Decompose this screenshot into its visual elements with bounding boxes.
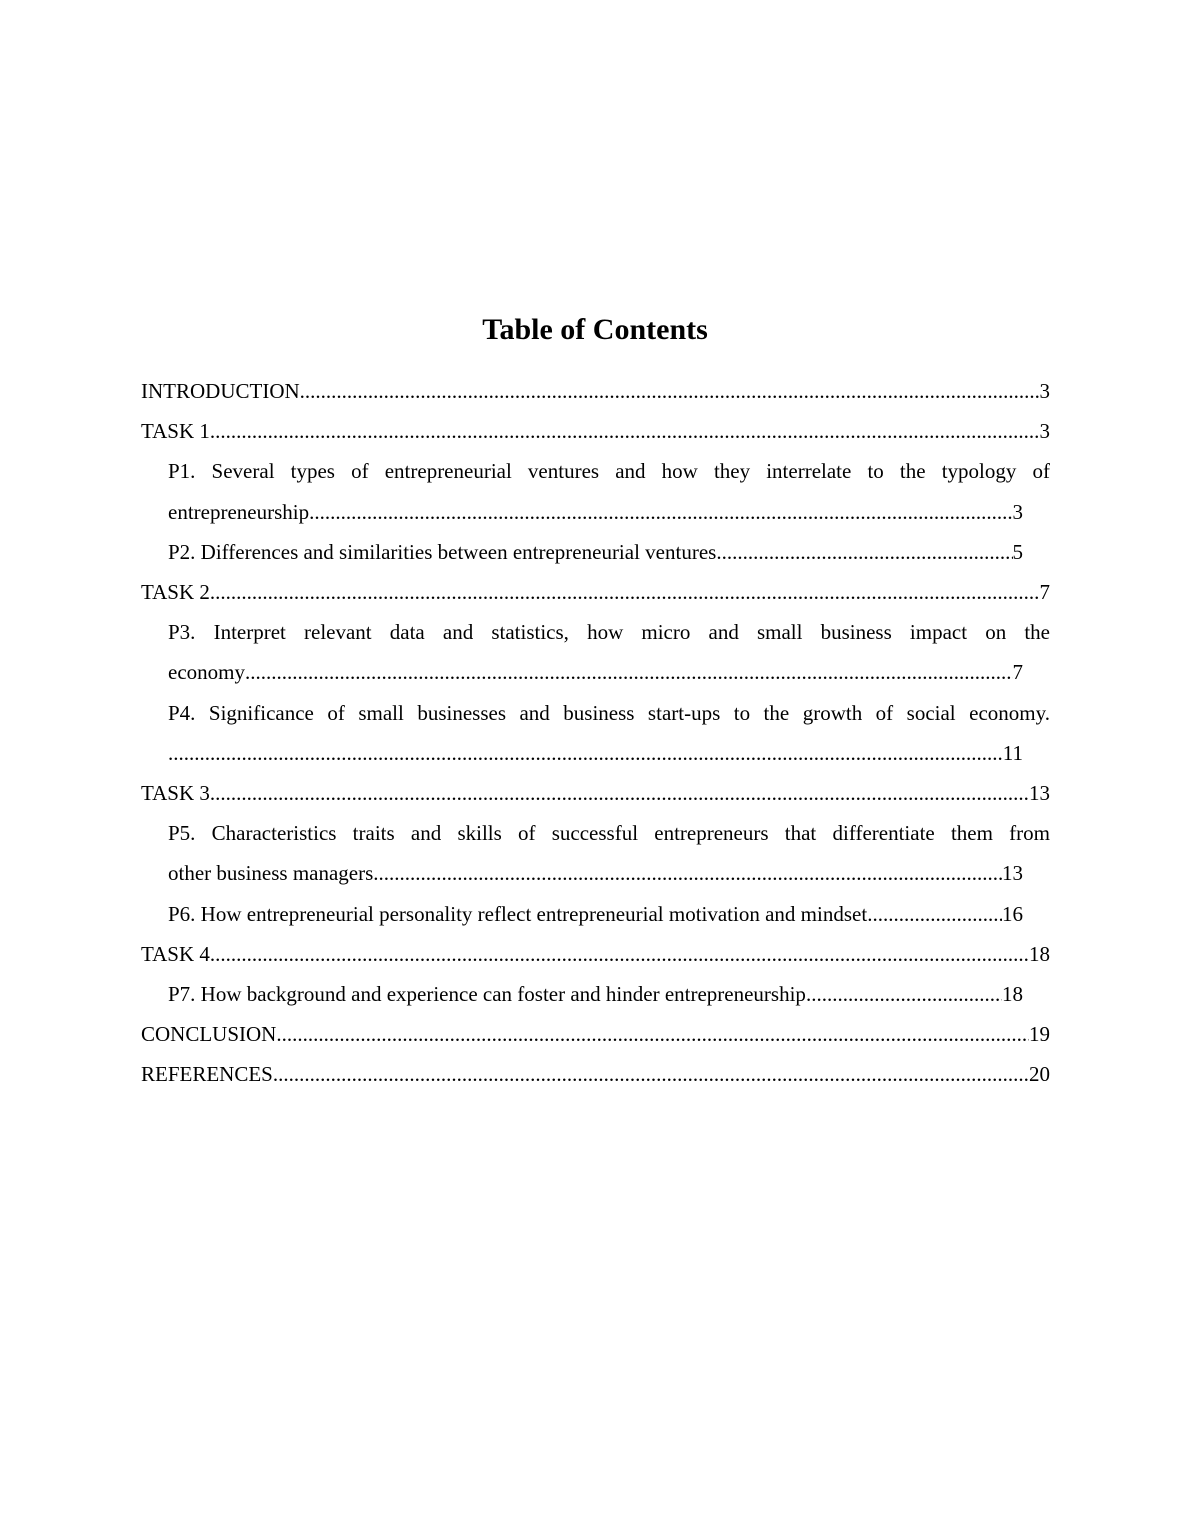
toc-page-number: 18 — [1002, 982, 1023, 1007]
toc-entry-label-continued: other business managers — [168, 861, 374, 886]
toc-entry-label: TASK 2 — [141, 580, 210, 605]
toc-entry-label: TASK 3 — [141, 781, 210, 806]
toc-entry-conclusion[interactable] — [141, 1014, 1050, 1054]
toc-entry-task-2[interactable] — [141, 572, 1050, 612]
toc-entry-p2[interactable] — [168, 532, 1023, 572]
toc-page-number: 3 — [1039, 379, 1050, 403]
toc-page-number: 13 — [1002, 861, 1023, 886]
toc-entry-label-continued: economy — [168, 660, 245, 685]
toc-leader-dots — [716, 532, 1012, 572]
toc-leader-dots — [210, 934, 1029, 974]
toc-page-number: 16 — [1002, 901, 1023, 926]
toc-entry-references[interactable] — [141, 1054, 1050, 1094]
toc-page-number: 20 — [1029, 1062, 1050, 1087]
toc-leader-dots — [210, 411, 1040, 451]
toc-entry-p5[interactable] — [168, 813, 1050, 893]
toc-leader-dots — [210, 773, 1029, 813]
toc-leader-dots — [276, 1014, 1029, 1054]
toc-leader-dots — [309, 492, 1012, 532]
toc-entry-label: P6. How entrepreneurial personality reflect entrepreneurial motivation and mindset — [168, 901, 868, 926]
toc-entry-label: P2. Differences and similarities between entrepreneurial ventures — [168, 539, 717, 564]
toc-page-number: 18 — [1029, 941, 1050, 966]
toc-page-number: 7 — [1039, 580, 1050, 605]
toc-leader-dots — [245, 652, 1013, 692]
toc-entry-p7[interactable] — [168, 974, 1023, 1014]
toc-leader-dots — [867, 894, 1002, 934]
toc-entry-p6[interactable] — [168, 894, 1023, 934]
toc-title: Table of Contents — [482, 313, 708, 346]
toc-page-number: 3 — [1039, 419, 1050, 444]
toc-page-number: 3 — [1012, 499, 1023, 524]
toc-entry-task-3[interactable] — [141, 773, 1050, 813]
toc-entry-label: P3. Interpret relevant data and statistics, how micro and small business impact on the — [168, 620, 1050, 645]
toc-entry-label: P7. How background and experience can foster and hinder entrepreneurship — [168, 982, 806, 1007]
toc-entry-task-4[interactable] — [141, 934, 1050, 974]
toc-entry-label: REFERENCES — [141, 1062, 273, 1087]
toc-page-number: 7 — [1012, 660, 1023, 685]
toc-leader-dots — [273, 1054, 1029, 1094]
toc-leader-dots — [373, 853, 1002, 893]
toc-entry-label: INTRODUCTION — [141, 379, 300, 403]
toc-entry-introduction[interactable] — [141, 371, 1050, 411]
toc-page-number: 11 — [1002, 740, 1023, 765]
toc-entry-label: P4. Significance of small businesses and business start-ups to the growth of social economy. — [168, 700, 1050, 725]
toc-entry-p1[interactable] — [168, 451, 1050, 531]
toc-entry-label: P5. Characteristics traits and skills of successful entrepreneurs that differentiate them from — [168, 821, 1050, 846]
toc-entry-label: TASK 4 — [141, 941, 210, 966]
table-of-contents — [141, 371, 1050, 1095]
toc-entry-label-continued: entrepreneurship — [168, 499, 310, 524]
toc-entry-label: TASK 1 — [141, 419, 210, 444]
toc-entry-label: P1. Several types of entrepreneurial ventures and how they interrelate to the typology of — [168, 459, 1050, 484]
toc-entry-p4[interactable] — [168, 693, 1050, 773]
toc-entry-p3[interactable] — [168, 612, 1050, 692]
toc-leader-dots — [806, 974, 1002, 1014]
toc-entry-label: CONCLUSION — [141, 1022, 277, 1047]
toc-leader-dots — [210, 572, 1040, 612]
toc-page-number: 19 — [1029, 1022, 1050, 1047]
toc-page-number: 13 — [1029, 781, 1050, 806]
toc-entry-task-1[interactable] — [141, 411, 1050, 451]
toc-leader-dots — [168, 733, 1003, 773]
toc-leader-dots — [300, 371, 1040, 411]
toc-page-number: 5 — [1012, 539, 1023, 564]
